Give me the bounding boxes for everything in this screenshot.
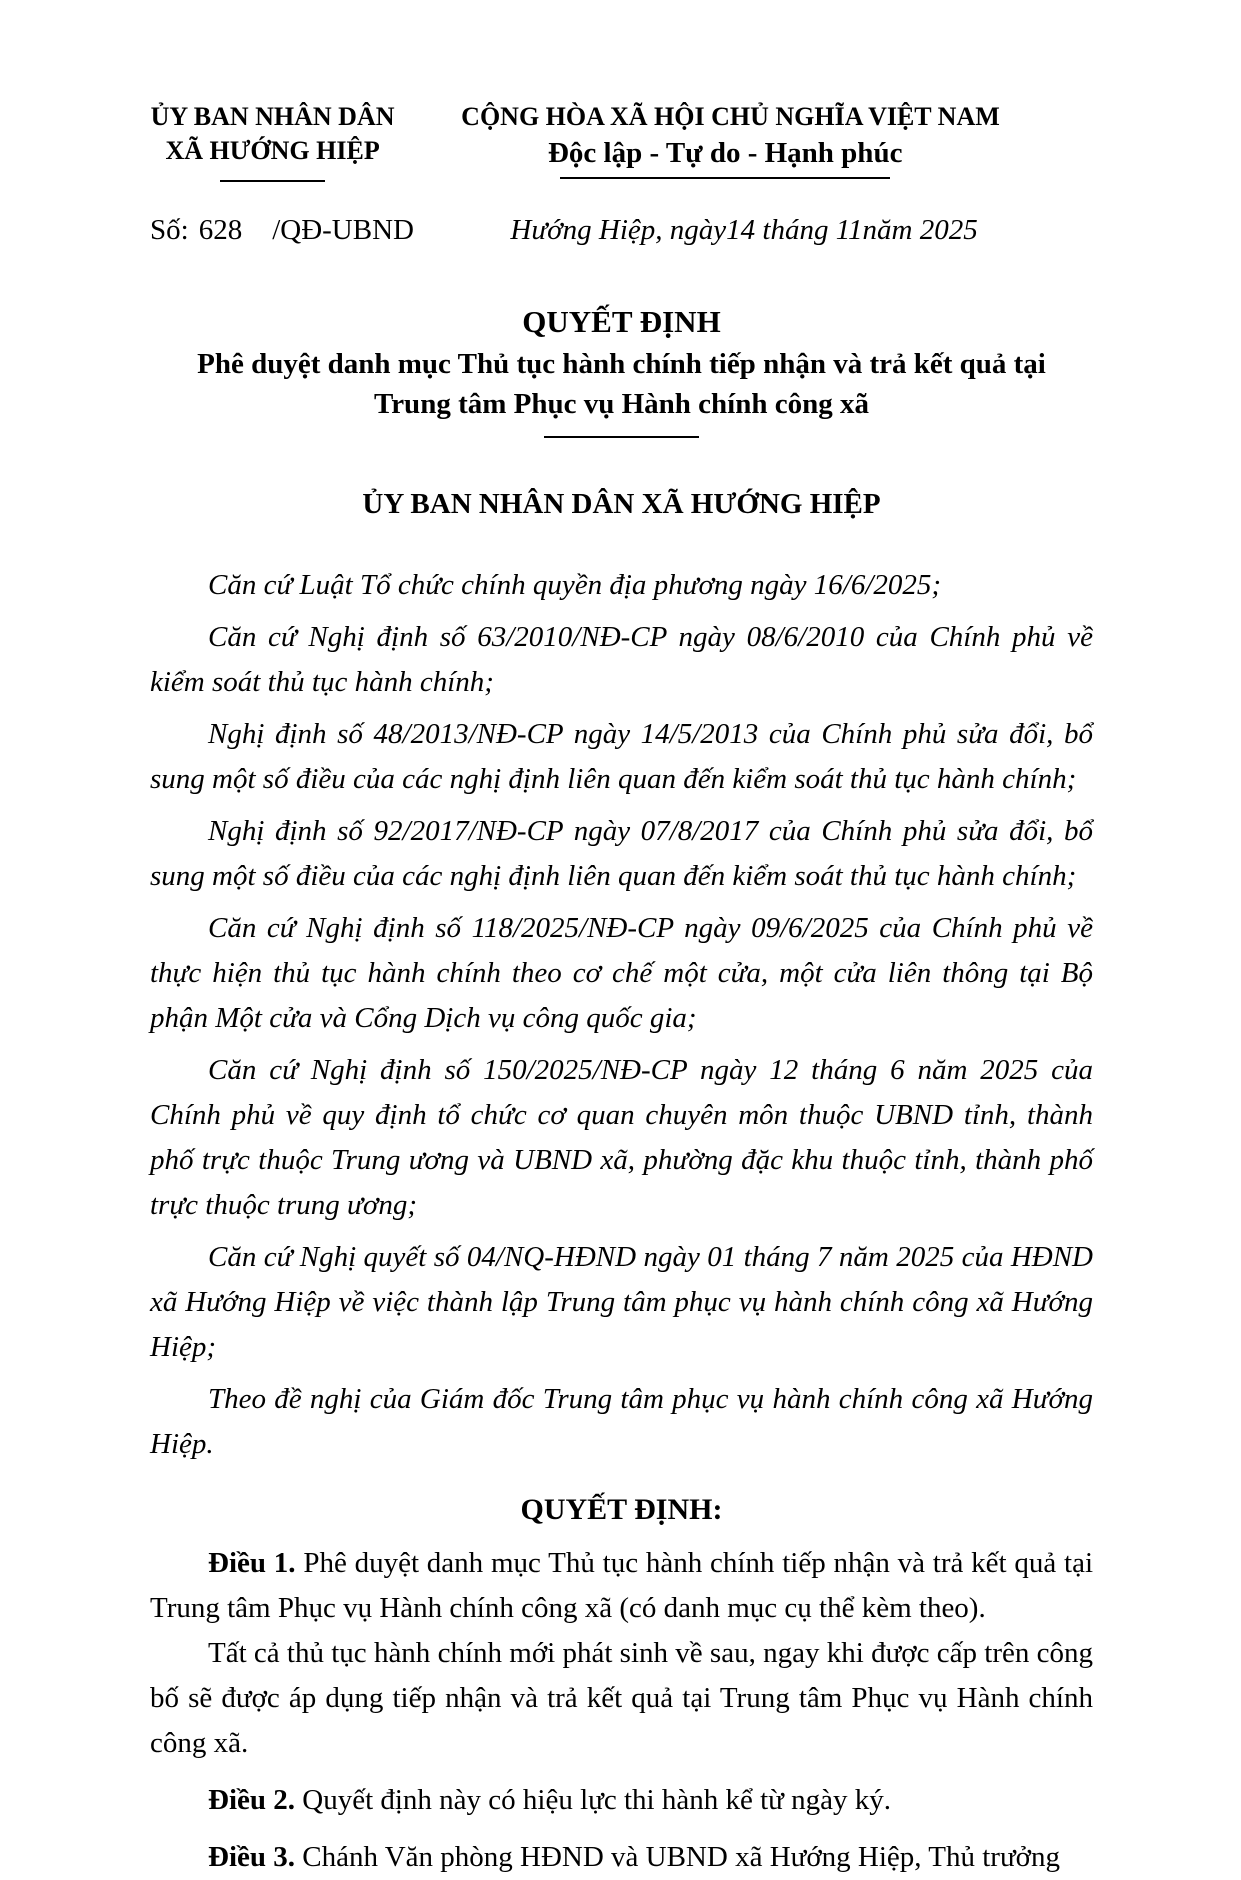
article-1-lead: Điều 1.: [208, 1547, 296, 1579]
title-divider: [544, 436, 699, 438]
recital-paragraph: Nghị định số 92/2017/NĐ-CP ngày 07/8/2017 của Chính phủ sửa đổi, bổ sung một số điều của các nghị định liên quan đến kiểm soát thủ tục hành chính;: [150, 815, 1093, 892]
recital-paragraph: Căn cứ Nghị quyết số 04/NQ-HĐND ngày 01 tháng 7 năm 2025 của HĐND xã Hướng Hiệp về việc thành lập Trung tâm phục vụ hành chính công xã Hướng Hiệp;: [150, 1241, 1093, 1363]
issuing-authority-line2: XÃ HƯỚNG HIỆP: [165, 136, 380, 165]
recital-paragraph: Căn cứ Nghị định số 118/2025/NĐ-CP ngày 09/6/2025 của Chính phủ về thực hiện thủ tục hành chính theo cơ chế một cửa, một cửa liên thông tại Bộ phận Một cửa và Cổng Dịch vụ công quốc gia;: [150, 912, 1093, 1034]
article-3-lead: Điều 3.: [208, 1841, 295, 1873]
recital-paragraph: Theo đề nghị của Giám đốc Trung tâm phục vụ hành chính công xã Hướng Hiệp.: [150, 1383, 1093, 1460]
national-motto: Độc lập - Tự do - Hạnh phúc: [547, 137, 903, 169]
document-header: [150, 100, 1093, 182]
article-2-paragraph: [150, 1778, 1093, 1823]
article-3-paragraph: [150, 1835, 1093, 1880]
document-title: QUYẾT ĐỊNH: [522, 304, 721, 339]
recital-paragraph: Căn cứ Luật Tổ chức chính quyền địa phương ngày 16/6/2025;: [208, 569, 942, 601]
article-2-lead: Điều 2.: [208, 1784, 295, 1816]
articles-section: [150, 1541, 1093, 1880]
article-1-continued-paragraph: [150, 1631, 1093, 1766]
document-title-block: [150, 300, 1093, 438]
document-number-value: 628: [198, 214, 243, 246]
document-number-label: Số:: [150, 214, 189, 246]
national-title: CỘNG HÒA XÃ HỘI CHỦ NGHĨA VIỆT NAM: [461, 102, 1000, 131]
recital-paragraph: Căn cứ Nghị định số 150/2025/NĐ-CP ngày 12 tháng 6 năm 2025 của Chính phủ về quy định tổ chức cơ quan chuyên môn thuộc UBND tỉnh, thành phố trực thuộc Trung ương và UBND xã, phường đặc khu thuộc tỉnh, thành phố trực thuộc trung ương;: [150, 1054, 1093, 1221]
recitals-section: [150, 563, 1093, 1467]
issuing-authority-line1: ỦY BAN NHÂN DÂN: [150, 102, 395, 131]
deciding-authority-heading: ỦY BAN NHÂN DÂN XÃ HƯỚNG HIỆP: [362, 488, 881, 520]
document-subtitle-line2: Trung tâm Phục vụ Hành chính công xã: [374, 388, 869, 420]
recital-paragraph: Căn cứ Nghị định số 63/2010/NĐ-CP ngày 08/6/2010 của Chính phủ về kiểm soát thủ tục hành chính;: [150, 621, 1093, 698]
recital-paragraph: Nghị định số 48/2013/NĐ-CP ngày 14/5/2013 của Chính phủ sửa đổi, bổ sung một số điều của các nghị định liên quan đến kiểm soát thủ tục hành chính;: [150, 718, 1093, 795]
national-motto-underline: [560, 177, 890, 179]
issuing-authority-block: [150, 100, 395, 182]
article-2-text: Quyết định này có hiệu lực thi hành kể từ ngày ký.: [302, 1784, 892, 1816]
document-number-suffix: /QĐ-UBND: [272, 214, 414, 246]
article-1-text: Phê duyệt danh mục Thủ tục hành chính tiếp nhận và trả kết quả tại Trung tâm Phục vụ Hành chính công xã (có danh mục cụ thể kèm theo).: [150, 1547, 1093, 1624]
document-number: [150, 210, 433, 250]
article-3-text: Chánh Văn phòng HĐND và UBND xã Hướng Hiệp, Thủ trưởng: [302, 1841, 1061, 1873]
national-header-block: [461, 100, 1000, 179]
issuing-authority-underline: [220, 180, 325, 182]
number-date-row: [150, 210, 1093, 250]
article-1-continued-text: Tất cả thủ tục hành chính mới phát sinh về sau, ngay khi được cấp trên công bố sẽ được áp dụng tiếp nhận và trả kết quả tại Trung tâm Phục vụ Hành chính công xã.: [150, 1637, 1093, 1759]
document-subtitle-line1: Phê duyệt danh mục Thủ tục hành chính tiếp nhận và trả kết quả tại: [197, 348, 1046, 380]
article-1-paragraph: [150, 1541, 1093, 1631]
decision-heading: QUYẾT ĐỊNH:: [520, 1493, 723, 1526]
place-date-line: Hướng Hiệp, ngày14 tháng 11năm 2025: [510, 214, 978, 246]
